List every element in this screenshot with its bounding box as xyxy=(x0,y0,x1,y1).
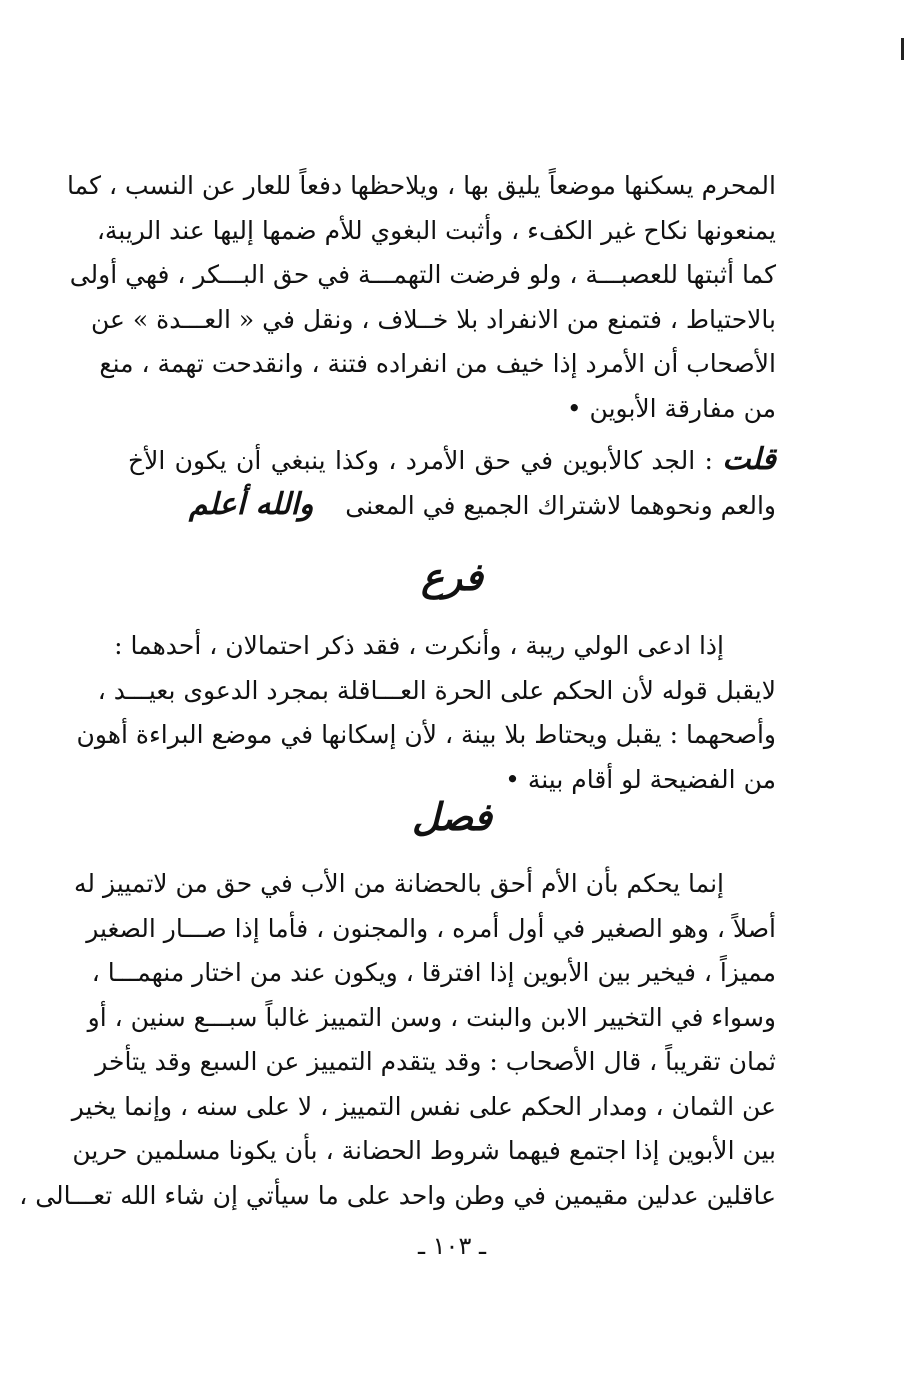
text-line xyxy=(128,438,776,483)
text-line: إذا ادعى الولي ريبة ، وأنكرت ، فقد ذكر احتمالان ، أحدهما : xyxy=(114,631,724,660)
paragraph-1 xyxy=(67,164,776,431)
text-line: مميزاً ، فيخير بين الأبوين إذا افترقا ، ويكون عند من اختار منهمـــا ، xyxy=(91,958,776,987)
wallahu-alam-closing: والله أعلم xyxy=(188,486,314,522)
qultu-keyword: قلت xyxy=(722,442,776,477)
text-line: يمنعونها نكاح غير الكفء ، وأثبت البغوي للأم ضمها إليها عند الريبة، xyxy=(96,215,776,245)
text-line: لايقبل قوله لأن الحكم على الحرة العـــاقلة بمجرد الدعوى بعيـــد ، xyxy=(97,675,776,705)
text-line: من مفارقة الأبوين • xyxy=(566,393,776,423)
text-line: أصلاً ، وهو الصغير في أول أمره ، والمجنون ، فأما إذا صـــار الصغير xyxy=(86,913,776,943)
section-heading-fasl: فصل xyxy=(412,794,492,839)
paragraph-4 xyxy=(19,862,776,1218)
text-line: إنما يحكم بأن الأم أحق بالحضانة من الأب في حق من لاتمييز له xyxy=(74,869,724,898)
paragraph-3 xyxy=(76,624,776,802)
section-heading-far: فرع xyxy=(421,554,483,599)
text-segment: : الجد كالأبوين في حق الأمرد ، وكذا ينبغي أن يكون الأخ xyxy=(128,446,713,475)
text-line: الأصحاب أن الأمرد إذا خيف من انفراده فتنة ، وانقدحت تهمة ، منع xyxy=(99,349,776,378)
text-segment: والعم ونحوهما لاشتراك الجميع في المعنى xyxy=(345,490,776,520)
text-line: وسواء في التخيير الابن والبنت ، وسن التمييز غالباً سبـــع سنين ، أو xyxy=(87,1002,776,1032)
text-line: وأصحهما : يقبل ويحتاط بلا بينة ، لأن إسكانها في موضع البراءة أهون xyxy=(76,720,776,749)
paragraph-2 xyxy=(128,438,776,527)
text-line: ثمان تقريباً ، قال الأصحاب : وقد يتقدم التمييز عن السبع وقد يتأخر xyxy=(95,1047,776,1076)
text-line: المحرم يسكنها موضعاً يليق بها ، ويلاحظها دفعاً للعار عن النسب ، كما xyxy=(67,171,776,200)
text-line: من الفضيحة لو أقام بينة • xyxy=(505,764,776,794)
page-number: ـ ١٠٣ ـ xyxy=(417,1232,486,1260)
text-line: عن الثمان ، ومدار الحكم على نفس التمييز ، لا على سنه ، وإنما يخير xyxy=(71,1091,776,1121)
text-line: بين الأبوين إذا اجتمع فيهما شروط الحضانة ، بأن يكونا مسلمين حرين xyxy=(72,1136,776,1165)
text-line: عاقلين عدلين مقيمين في وطن واحد على ما سيأتي إن شاء الله تعـــالى ، xyxy=(19,1180,776,1210)
text-line xyxy=(128,483,776,528)
text-line: بالاحتياط ، فتمنع من الانفراد بلا خــلاف ، ونقل في « العـــدة » عن xyxy=(90,304,776,334)
text-line: كما أثبتها للعصبـــة ، ولو فرضت التهمـــة في حق البـــكر ، فهي أولى xyxy=(69,260,776,289)
